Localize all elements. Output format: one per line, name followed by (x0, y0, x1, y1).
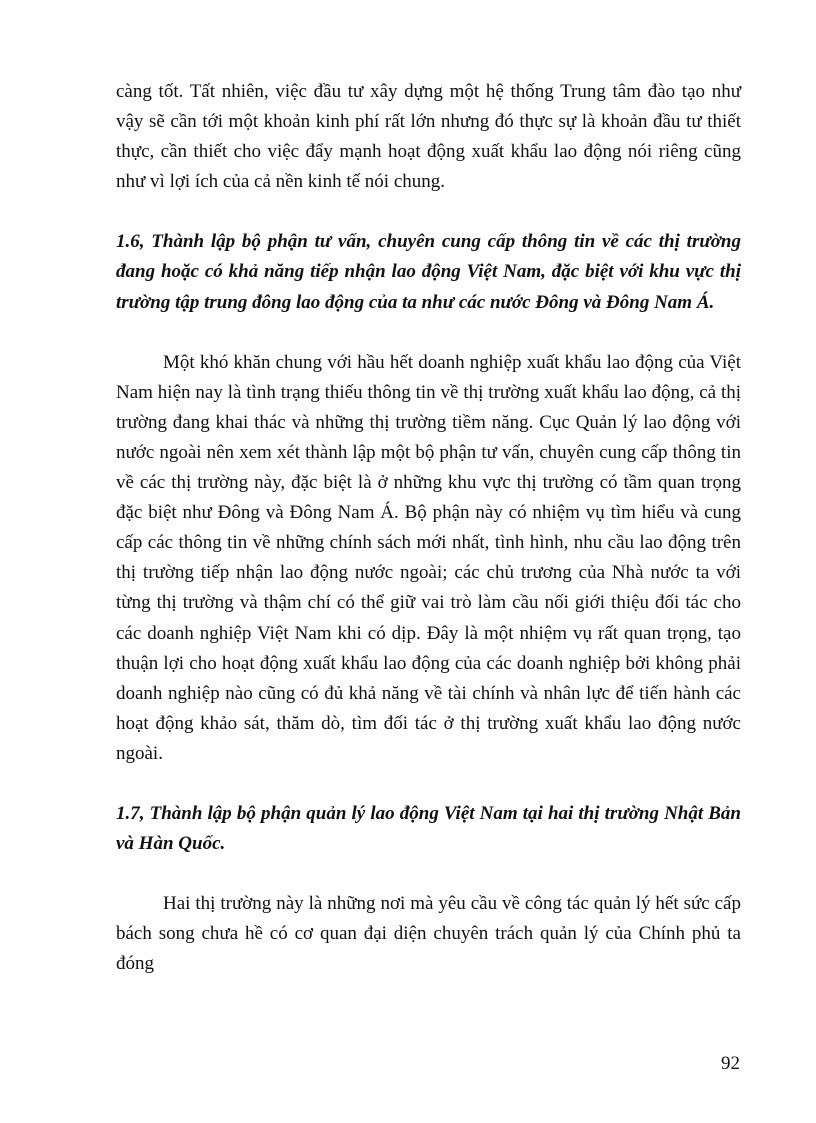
body-paragraph: Hai thị trường này là những nơi mà yêu cầu về công tác quản lý hết sức cấp bách song chưa hề có cơ quan đại diện chuyên trách quản lý của Chính phủ ta đóng (116, 893, 741, 975)
body-paragraph: Một khó khăn chung với hầu hết doanh nghiệp xuất khẩu lao động của Việt Nam hiện nay là tình trạng thiếu thông tin về thị trường xuất khẩu lao động, cả thị trường đang khai thác và những thị trường tiềm năng. Cục Quản lý lao động với nước ngoài nên xem xét thành lập một bộ phận tư vấn, chuyên cung cấp thông tin về các thị trường này, đặc biệt là ở những khu vực thị trường có tầm quan trọng đặc biệt như Đông và Đông Nam Á. Bộ phận này có nhiệm vụ tìm hiểu và cung cấp các thông tin về những chính sách mới nhất, tình hình, nhu cầu lao động trên thị trường tiếp nhận lao động nước ngoài; các chủ trương của Nhà nước ta với từng thị trường và thậm chí có thể giữ vai trò làm cầu nối giới thiệu đối tác cho các doanh nghiệp Việt Nam khi có dịp. Đây là một nhiệm vụ rất quan trọng, tạo thuận lợi cho hoạt động xuất khẩu lao động của các doanh nghiệp bởi không phải doanh nghiệp nào cũng có đủ khả năng về tài chính và nhân lực để tiến hành các hoạt động khảo sát, thăm dò, tìm đối tác ở thị trường xuất khẩu lao động nước ngoài. (116, 351, 741, 764)
page-number: 92 (721, 1053, 740, 1074)
document-page (116, 77, 741, 979)
body-paragraph: càng tốt. Tất nhiên, việc đầu tư xây dựng một hệ thống Trung tâm đào tạo như vậy sẽ cần tới một khoản kinh phí rất lớn nhưng đó thực sự là khoản đầu tư thiết thực, cần thiết cho việc đẩy mạnh hoạt động xuất khẩu lao động nói riêng cũng như vì lợi ích của cả nền kinh tế nói chung. (116, 81, 741, 193)
section-heading-1-7: 1.7, Thành lập bộ phận quản lý lao động Việt Nam tại hai thị trường Nhật Bản và Hàn Quốc. (116, 802, 741, 855)
section-heading-1-6: 1.6, Thành lập bộ phận tư vấn, chuyên cung cấp thông tin về các thị trường đang hoặc có khả năng tiếp nhận lao động Việt Nam, đặc biệt với khu vực thị trường tập trung đông lao động của ta như các nước Đông và Đông Nam Á. (116, 231, 741, 313)
